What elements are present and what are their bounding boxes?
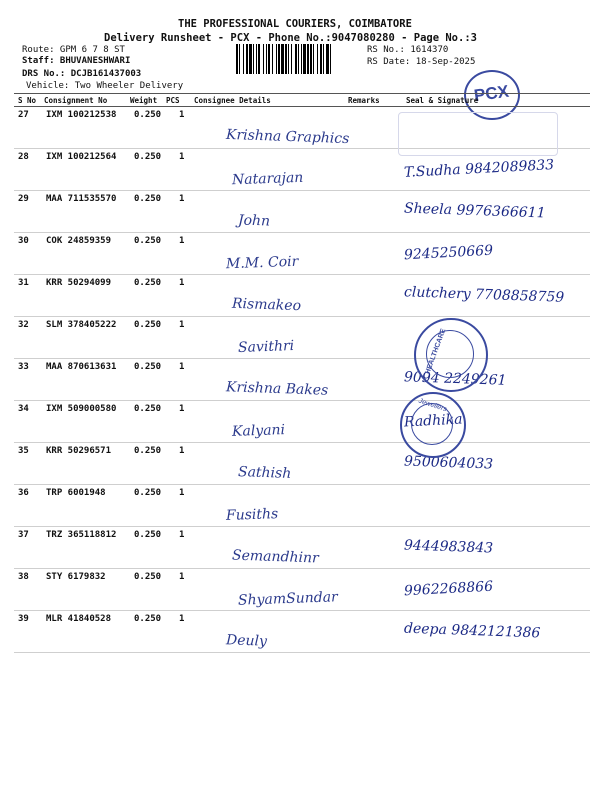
pcx-stamp-label: PCX [472, 81, 511, 106]
row-consignee-handwriting: Semandhinr [231, 547, 319, 567]
barcode-bar [295, 44, 297, 74]
barcode-bar [303, 44, 306, 74]
row-separator [14, 568, 590, 569]
barcode-bar [272, 44, 273, 74]
barcode-bar [246, 44, 248, 74]
row-signature: T.Sudha 9842089833 [403, 157, 555, 181]
barcode-bar [291, 44, 292, 74]
col-consignee: Consignee Details [194, 96, 271, 105]
rs-number: RS No.: 1614370 [367, 45, 449, 55]
row-sno: 31 [18, 278, 29, 288]
row-signature: Sheela 9976366611 [403, 200, 546, 222]
healthcare-stamp-label: HEALTHCARE [424, 327, 448, 376]
row-consignment-no: KRR 50296571 [46, 446, 112, 456]
barcode-bar [285, 44, 287, 74]
healthcare-stamp [414, 318, 488, 392]
row-consignment-no: IXM 509000580 [46, 404, 117, 414]
row-pcs: 1 [179, 362, 185, 372]
row-consignee-handwriting: John [237, 212, 271, 230]
row-consignee-handwriting: Kalyani [231, 422, 286, 440]
row-pcs: 1 [179, 236, 185, 246]
barcode-bar [323, 44, 324, 74]
row-weight: 0.250 [134, 488, 162, 498]
row-consignee-handwriting: Fusiths [225, 506, 279, 524]
row-consignment-no: MAA 711535570 [46, 194, 117, 204]
row-separator [14, 274, 590, 275]
row-consignment-no: MAA 870613631 [46, 362, 117, 372]
row-sno: 36 [18, 488, 29, 498]
row-sno: 35 [18, 446, 29, 456]
row-signature: 9962268866 [403, 578, 494, 600]
row-pcs: 1 [179, 446, 185, 456]
barcode-bar [276, 44, 277, 74]
row-consignee-handwriting: Rismakeo [231, 295, 302, 315]
barcode-bar [239, 44, 240, 74]
row-sno: 29 [18, 194, 29, 204]
row-sno: 34 [18, 404, 29, 414]
row-consignment-no: COK 24859359 [46, 236, 112, 246]
barcode-bar [268, 44, 270, 74]
barcode-bar [317, 44, 318, 74]
row-pcs: 1 [179, 320, 185, 330]
row-sno: 32 [18, 320, 29, 330]
row-pcs: 1 [179, 614, 185, 624]
row-weight: 0.250 [134, 278, 162, 288]
row-weight: 0.250 [134, 530, 162, 540]
row-consignment-no: IXM 100212564 [46, 152, 117, 162]
row-signature: Radhika [403, 411, 463, 431]
barcode-bar [313, 44, 314, 74]
row-pcs: 1 [179, 404, 185, 414]
header-rule-bottom [14, 106, 590, 107]
row-sno: 38 [18, 572, 29, 582]
barcode-bar [281, 44, 284, 74]
barcode-bar [266, 44, 267, 74]
staff-info: Staff: BHUVANESHWARI [22, 56, 131, 66]
drs-info: DRS No.: DCJB161437003 [22, 69, 142, 79]
barcode-bar [263, 44, 264, 74]
barcode-bar [288, 44, 289, 74]
barcode-bar [236, 44, 238, 74]
barcode-bar [258, 44, 260, 74]
row-pcs: 1 [179, 530, 185, 540]
row-consignee-handwriting: Natarajan [231, 169, 304, 189]
row-separator [14, 610, 590, 611]
row-weight: 0.250 [134, 614, 162, 624]
row-signature: deepa 9842121386 [403, 620, 541, 642]
company-title: THE PROFESSIONAL COURIERS, COIMBATORE [178, 18, 412, 30]
barcode-bar [310, 44, 312, 74]
row-sno: 30 [18, 236, 29, 246]
row-consignee-handwriting: Krishna Bakes [225, 379, 329, 399]
barcode [236, 44, 364, 74]
barcode-bar [243, 44, 244, 74]
row-signature: 9245250669 [403, 242, 494, 264]
barcode-bar [330, 44, 331, 74]
col-remarks: Remarks [348, 96, 380, 105]
row-weight: 0.250 [134, 446, 162, 456]
row-consignee-handwriting: Deuly [225, 632, 268, 650]
row-weight: 0.250 [134, 236, 162, 246]
row-consignee-handwriting: Savithri [237, 338, 295, 356]
row-separator [14, 484, 590, 485]
route-info: Route: GPM 6 7 8 ST [22, 45, 125, 55]
vehicle-info: Vehicle: Two Wheeler Delivery [26, 81, 184, 91]
row-consignment-no: KRR 50294099 [46, 278, 112, 288]
row-separator [14, 652, 590, 653]
barcode-bar [320, 44, 322, 74]
row-separator [14, 316, 590, 317]
faded-stamp [398, 112, 558, 156]
row-separator [14, 190, 590, 191]
row-consignee-handwriting: Krishna Graphics [225, 126, 350, 148]
row-separator [14, 232, 590, 233]
barcode-bar [253, 44, 254, 74]
col-pcs: PCS [166, 96, 180, 105]
col-sno: S No [18, 96, 37, 105]
row-weight: 0.250 [134, 194, 162, 204]
row-consignment-no: TRP 6001948 [46, 488, 106, 498]
row-sno: 33 [18, 362, 29, 372]
row-consignment-no: MLR 41840528 [46, 614, 112, 624]
row-weight: 0.250 [134, 110, 162, 120]
row-pcs: 1 [179, 152, 185, 162]
row-pcs: 1 [179, 488, 185, 498]
row-signature: 9094 2249261 [403, 369, 507, 389]
barcode-bar [298, 44, 299, 74]
row-weight: 0.250 [134, 404, 162, 414]
row-consignment-no: IXM 100212538 [46, 110, 117, 120]
row-consignment-no: SLM 378405222 [46, 320, 117, 330]
barcode-bar [249, 44, 252, 74]
row-weight: 0.250 [134, 572, 162, 582]
barcode-bar [307, 44, 309, 74]
col-consignment: Consignment No [44, 96, 108, 105]
col-weight: Weight [130, 96, 158, 105]
row-consignment-no: STY 6179832 [46, 572, 106, 582]
barcode-bar [278, 44, 280, 74]
row-signature: 9444983843 [403, 537, 494, 557]
row-pcs: 1 [179, 572, 185, 582]
row-sno: 37 [18, 530, 29, 540]
row-signature: 9500604033 [403, 453, 494, 473]
runsheet-subtitle: Delivery Runsheet - PCX - Phone No.:9047080280 - Page No.:3 [104, 32, 477, 44]
row-consignee-handwriting: M.M. Coir [225, 253, 299, 273]
barcode-bar [301, 44, 302, 74]
row-consignee-handwriting: Sathish [237, 464, 292, 482]
header-rule-top [14, 93, 590, 94]
row-separator [14, 400, 590, 401]
row-pcs: 1 [179, 278, 185, 288]
row-signature: clutchery 7708858759 [403, 284, 565, 306]
row-weight: 0.250 [134, 320, 162, 330]
col-seal-signature: Seal & Signature [406, 96, 479, 105]
rs-date: RS Date: 18-Sep-2025 [367, 57, 476, 67]
row-consignee-handwriting: ShyamSundar [237, 589, 339, 609]
row-sno: 27 [18, 110, 29, 120]
barcode-bar [326, 44, 329, 74]
row-weight: 0.250 [134, 152, 162, 162]
row-sno: 39 [18, 614, 29, 624]
jewellers-stamp-label: Jewellers [417, 397, 448, 414]
row-separator [14, 526, 590, 527]
row-separator [14, 358, 590, 359]
row-separator [14, 442, 590, 443]
row-sno: 28 [18, 152, 29, 162]
barcode-bar [256, 44, 257, 74]
jewellers-stamp [400, 392, 466, 458]
row-pcs: 1 [179, 110, 185, 120]
row-pcs: 1 [179, 194, 185, 204]
row-consignment-no: TRZ 365118812 [46, 530, 117, 540]
row-weight: 0.250 [134, 362, 162, 372]
